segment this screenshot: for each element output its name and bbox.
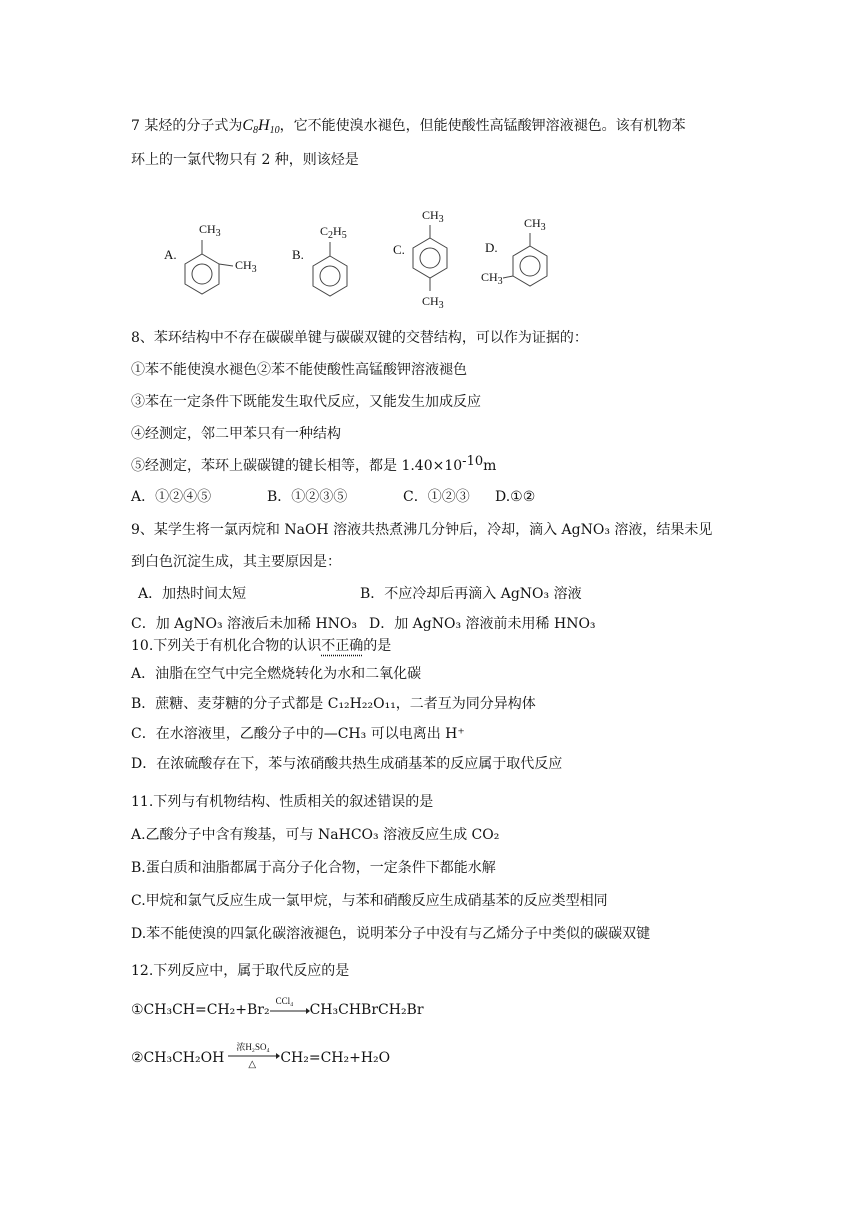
q11-stem: 11.下列与有机物结构、性质相关的叙述错误的是: [131, 794, 434, 810]
q7-option-b-sub1: $C_2H_5$: [320, 224, 347, 241]
q7-option-c-letter: C.: [393, 242, 405, 257]
q8-statement-1-2: ①苯不能使溴水褪色②苯不能使酸性高锰酸钾溶液褪色: [131, 362, 467, 378]
q12-reaction-1[interactable]: ①CH₃CH=CH₂+Br₂ CCl₄ CH₃CHBrCH₂Br: [131, 996, 424, 1018]
q7-line2: 环上的一氯代物只有 2 种，则该烃是: [131, 152, 359, 168]
q8-statement-3: ③苯在一定条件下既能发生取代反应，又能发生加成反应: [131, 394, 481, 410]
q7-option-d-letter: D.: [485, 240, 498, 255]
q7-suffix: ，它不能使溴水褪色，但能使酸性高锰酸钾溶液褪色。该有机物苯: [279, 118, 686, 134]
q7-option-b-letter: B.: [292, 247, 304, 262]
q7-line1: [131, 116, 686, 136]
q9-option-c[interactable]: C．加 AgNO₃ 溶液后未加稀 HNO₃: [131, 616, 358, 632]
q12-stem: 12.下列反应中，属于取代反应的是: [131, 963, 350, 979]
q10-option-c[interactable]: C．在水溶液里，乙酸分子中的—CH₃ 可以电离出 H⁺: [131, 726, 465, 742]
q8-statement-4: ④经测定，邻二甲苯只有一种结构: [131, 426, 341, 442]
q10-option-a[interactable]: A．油脂在空气中完全燃烧转化为水和二氧化碳: [131, 666, 422, 682]
q8-option-d[interactable]: D.①②: [495, 489, 536, 505]
q7-option-a-sub2: $CH_3$: [235, 258, 257, 275]
q8-option-c[interactable]: C．①②③: [403, 489, 470, 505]
q9-line1: 9、某学生将一氯丙烷和 NaOH 溶液共热煮沸几分钟后，冷却，滴入 AgNO₃ 溶液，结果未见: [131, 522, 713, 538]
q9-option-b[interactable]: B．不应冷却后再滴入 AgNO₃ 溶液: [360, 586, 582, 602]
q12-reaction-2[interactable]: ②CH₃CH₂OH 浓H₂SO₄ △ CH₂=CH₂+H₂O: [131, 1042, 391, 1070]
q10-emphasis: 不正确: [321, 638, 364, 654]
q9-options-cd: [131, 614, 596, 634]
q7-option-c-sub2: $CH_3$: [422, 294, 444, 311]
q8-options: [131, 487, 535, 507]
q7-option-a-sub1: $CH_3$: [199, 222, 221, 239]
q9-options-ab: [138, 584, 582, 604]
q12-r1-arrow: CCl₄: [270, 1003, 310, 1017]
q10-stem: 10.下列关于有机化合物的认识不正确的是: [131, 638, 392, 654]
q11-option-d[interactable]: D.苯不能使溴的四氯化碳溶液褪色，说明苯分子中没有与乙烯分子中类似的碳碳双键: [131, 926, 651, 942]
q7-formula: $C_8H_{10}$: [242, 117, 280, 136]
q7-option-a-letter: A.: [164, 247, 177, 262]
q11-option-a[interactable]: A.乙酸分子中含有羧基，可与 NaHCO₃ 溶液反应生成 CO₂: [131, 827, 500, 843]
q8-statement-5: ⑤经测定，苯环上碳碳键的键长相等，都是 $1.40\times 10^{-10}m$: [131, 454, 497, 474]
q8-option-b[interactable]: B．①②③⑤: [267, 489, 348, 505]
q10-option-b[interactable]: B．蔗糖、麦芽糖的分子式都是 C₁₂H₂₂O₁₁，二者互为同分异构体: [131, 696, 536, 712]
q8-stem: 8、苯环结构中不存在碳碳单键与碳碳双键的交替结构，可以作为证据的：: [131, 330, 588, 346]
q8-option-a[interactable]: A．①②④⑤: [131, 489, 212, 505]
q7-prefix: 7 某烃的分子式为: [131, 118, 243, 134]
q7-option-d-sub1: $CH_3$: [524, 216, 546, 233]
q7-option-d-sub2: $CH_3$: [481, 270, 503, 287]
q12-r2-arrow: 浓H₂SO₄ △: [228, 1051, 280, 1065]
q11-option-b[interactable]: B.蛋白质和油脂都属于高分子化合物，一定条件下都能水解: [131, 860, 496, 876]
q9-line2: 到白色沉淀生成，其主要原因是：: [131, 554, 341, 570]
q10-option-d[interactable]: D．在浓硫酸存在下，苯与浓硝酸共热生成硝基苯的反应属于取代反应: [131, 756, 563, 772]
q7-option-c-sub1: $CH_3$: [422, 208, 444, 225]
q11-option-c[interactable]: C.甲烷和氯气反应生成一氯甲烷，与苯和硝酸反应生成硝基苯的反应类型相同: [131, 893, 608, 909]
q9-option-d[interactable]: D．加 AgNO₃ 溶液前未用稀 HNO₃: [369, 616, 596, 632]
q9-option-a[interactable]: A．加热时间太短: [138, 586, 247, 602]
